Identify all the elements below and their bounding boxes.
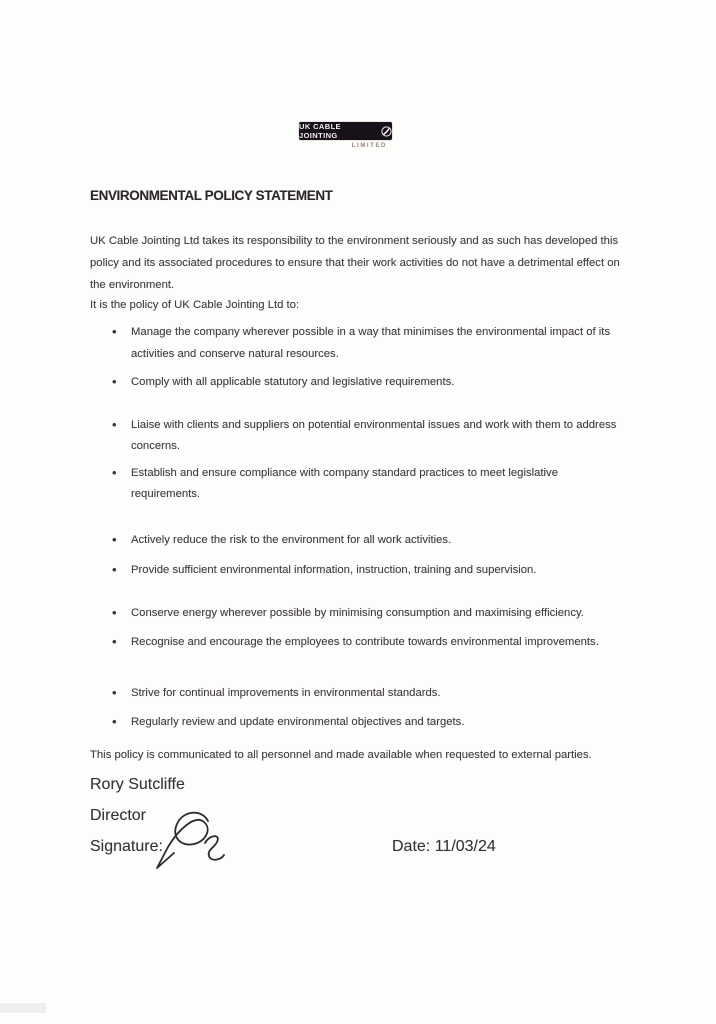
signatory-role: Director	[90, 807, 147, 824]
policy-bullet: • Provide sufficient environmental information, instruction, training and supervision.	[112, 560, 618, 582]
signature-label: Signature:	[90, 838, 163, 855]
closing-paragraph: This policy is communicated to all personnel and made available when requested to external parties.	[90, 749, 592, 761]
date-value: 11/03/24	[434, 838, 496, 855]
cable-circle-icon	[381, 126, 392, 137]
company-logo-bar	[299, 122, 392, 140]
date-line	[392, 838, 496, 856]
policy-bullet: • Establish and ensure compliance with company standard practices to meet legislative requirements.	[112, 463, 618, 506]
policy-bullet: • Comply with all applicable statutory and legislative requirements.	[112, 372, 618, 394]
policy-bullet: • Regularly review and update environmental objectives and targets.	[112, 712, 618, 734]
company-logo-subtext: LIMITED	[351, 143, 387, 149]
policy-bullet: • Actively reduce the risk to the environment for all work activities.	[112, 530, 618, 552]
document-title: ENVIRONMENTAL POLICY STATEMENT	[90, 188, 333, 203]
date-label: Date:	[392, 838, 431, 855]
scan-artifact	[0, 1003, 46, 1013]
policy-bullet-list	[112, 318, 618, 734]
policy-bullet: • Recognise and encourage the employees to contribute towards environmental improvements.	[112, 632, 618, 654]
policy-bullet: • Conserve energy wherever possible by minimising consumption and maximising efficiency.	[112, 603, 618, 625]
policy-bullet: • Strive for continual improvements in environmental standards.	[112, 683, 618, 705]
signatory-name: Rory Sutcliffe	[90, 776, 185, 793]
policy-bullet: • Liaise with clients and suppliers on potential environmental issues and work with them to address concerns.	[112, 415, 618, 458]
company-logo	[299, 122, 392, 149]
policy-lead-paragraph: It is the policy of UK Cable Jointing Ltd to:	[90, 299, 300, 311]
intro-paragraph: UK Cable Jointing Ltd takes its responsibility to the environment seriously and as such has developed this policy and its associated procedures to ensure that their work activities do not have a detrimental effect on the environment.	[90, 235, 620, 291]
policy-bullet: • Manage the company wherever possible in a way that minimises the environmental impact of its activities and conserve natural resources.	[112, 322, 618, 365]
company-logo-text: UK CABLE JOINTING	[299, 122, 341, 140]
handwritten-signature	[150, 804, 232, 879]
